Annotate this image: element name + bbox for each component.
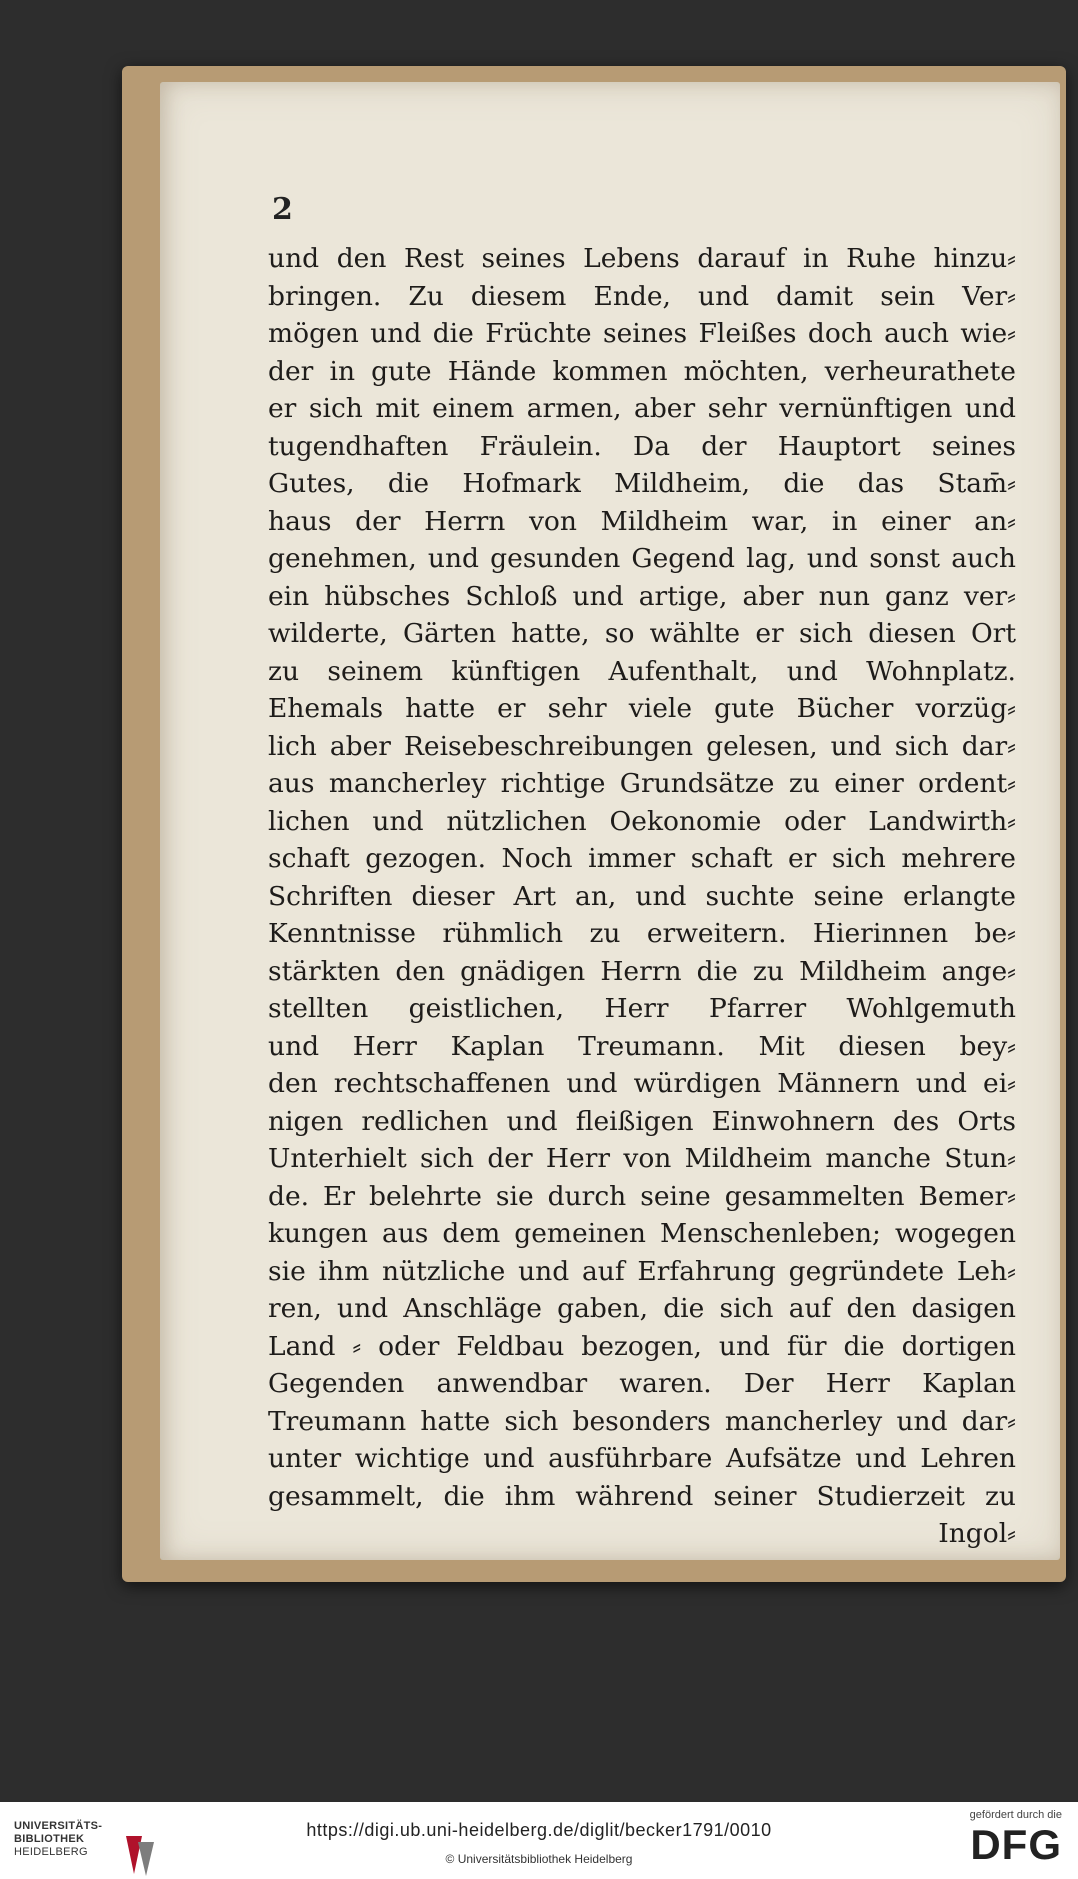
text-line: Treumann hatte sich besonders mancherley und dar⸗ (268, 1405, 1016, 1437)
text-line: Ehemals hatte er sehr viele gute Bücher vorzüg⸗ (268, 693, 1016, 724)
text-line: Land ⸗ oder Feldbau bezogen, und für die dortigen (268, 1330, 1016, 1362)
text-line: und den Rest seines Lebens darauf in Ruhe hinzu⸗ (268, 243, 1016, 274)
text-line: wilderte, Gärten hatte, so wählte er sich diesen Ort (268, 618, 1016, 649)
text-line: sie ihm nützliche und auf Erfahrung gegründete Leh⸗ (268, 1255, 1016, 1287)
text-line: den rechtschaffenen und würdigen Männern und ei⸗ (268, 1068, 1016, 1099)
text-line: bringen. Zu diesem Ende, und damit sein Ver⸗ (268, 280, 1016, 312)
text-line: genehmen, und gesunden Gegend lag, und sonst auch (268, 543, 1016, 574)
text-line: Kenntnisse rühmlich zu erweitern. Hierinnen be⸗ (268, 918, 1016, 949)
text-line: haus der Herrn von Mildheim war, in einer an⸗ (268, 505, 1016, 537)
text-line: und Herr Kaplan Treumann. Mit diesen bey⸗ (268, 1030, 1016, 1062)
page-text (268, 240, 1016, 1553)
text-line: gesammelt, die ihm während seiner Studierzeit zu (268, 1480, 1016, 1512)
text-line: lichen und nützlichen Oekonomie oder Landwirth⸗ (268, 805, 1016, 837)
text-line: schaft gezogen. Noch immer schaft er sich mehrere (268, 843, 1016, 874)
library-name-line3: HEIDELBERG (14, 1846, 88, 1858)
text-line: Gutes, die Hofmark Mildheim, die das Stam̄⸗ (268, 468, 1016, 499)
dfg-logo[interactable] (942, 1808, 1062, 1874)
viewer-footer (0, 1802, 1078, 1879)
text-line: stärkten den gnädigen Herrn die zu Mildheim ange⸗ (268, 955, 1016, 987)
page-number: 2 (272, 192, 293, 227)
text-line: tugendhaften Fräulein. Da der Hauptort seines (268, 430, 1016, 462)
library-name-line2: BIBLIOTHEK (14, 1833, 85, 1845)
catchword: Ingol⸗ (938, 1518, 1016, 1549)
text-line: ren, und Anschläge gaben, die sich auf den dasigen (268, 1293, 1016, 1324)
text-line: unter wichtige und ausführbare Aufsätze und Lehren (268, 1443, 1016, 1474)
text-line: Schriften dieser Art an, und suchte seine erlangte (268, 880, 1016, 912)
text-line: mögen und die Früchte seines Fleißes doch auch wie⸗ (268, 318, 1016, 349)
text-line: kungen aus dem gemeinen Menschenleben; wogegen (268, 1218, 1016, 1249)
text-line: er sich mit einem armen, aber sehr vernünftigen und (268, 393, 1016, 424)
text-line: nigen redlichen und fleißigen Einwohnern des Orts (268, 1105, 1016, 1137)
text-line: zu seinem künftigen Aufenthalt, und Wohnplatz. (268, 655, 1016, 687)
copyright-notice: © Universitätsbibliothek Heidelberg (445, 1852, 633, 1866)
library-name-line1: UNIVERSITÄTS- (14, 1820, 103, 1832)
dfg-wordmark: DFG (970, 1821, 1062, 1868)
text-line: de. Er belehrte sie durch seine gesammelten Bemer⸗ (268, 1180, 1016, 1212)
text-line: aus mancherley richtige Grundsätze zu einer ordent⸗ (268, 768, 1016, 799)
text-line: Gegenden anwendbar waren. Der Herr Kaplan (268, 1368, 1016, 1399)
text-line: stellten geistlichen, Herr Pfarrer Wohlgemuth (268, 993, 1016, 1024)
permalink-url[interactable]: https://digi.ub.uni-heidelberg.de/diglit/becker1791/0010 (306, 1820, 772, 1840)
text-line: der in gute Hände kommen möchten, verheurathete (268, 355, 1016, 387)
text-line: lich aber Reisebeschreibungen gelesen, und sich dar⸗ (268, 730, 1016, 762)
dfg-caption: gefördert durch die (969, 1809, 1062, 1821)
text-line: ein hübsches Schloß und artige, aber nun ganz ver⸗ (268, 580, 1016, 612)
text-line: Unterhielt sich der Herr von Mildheim manche Stun⸗ (268, 1143, 1016, 1174)
book-page (160, 82, 1060, 1560)
